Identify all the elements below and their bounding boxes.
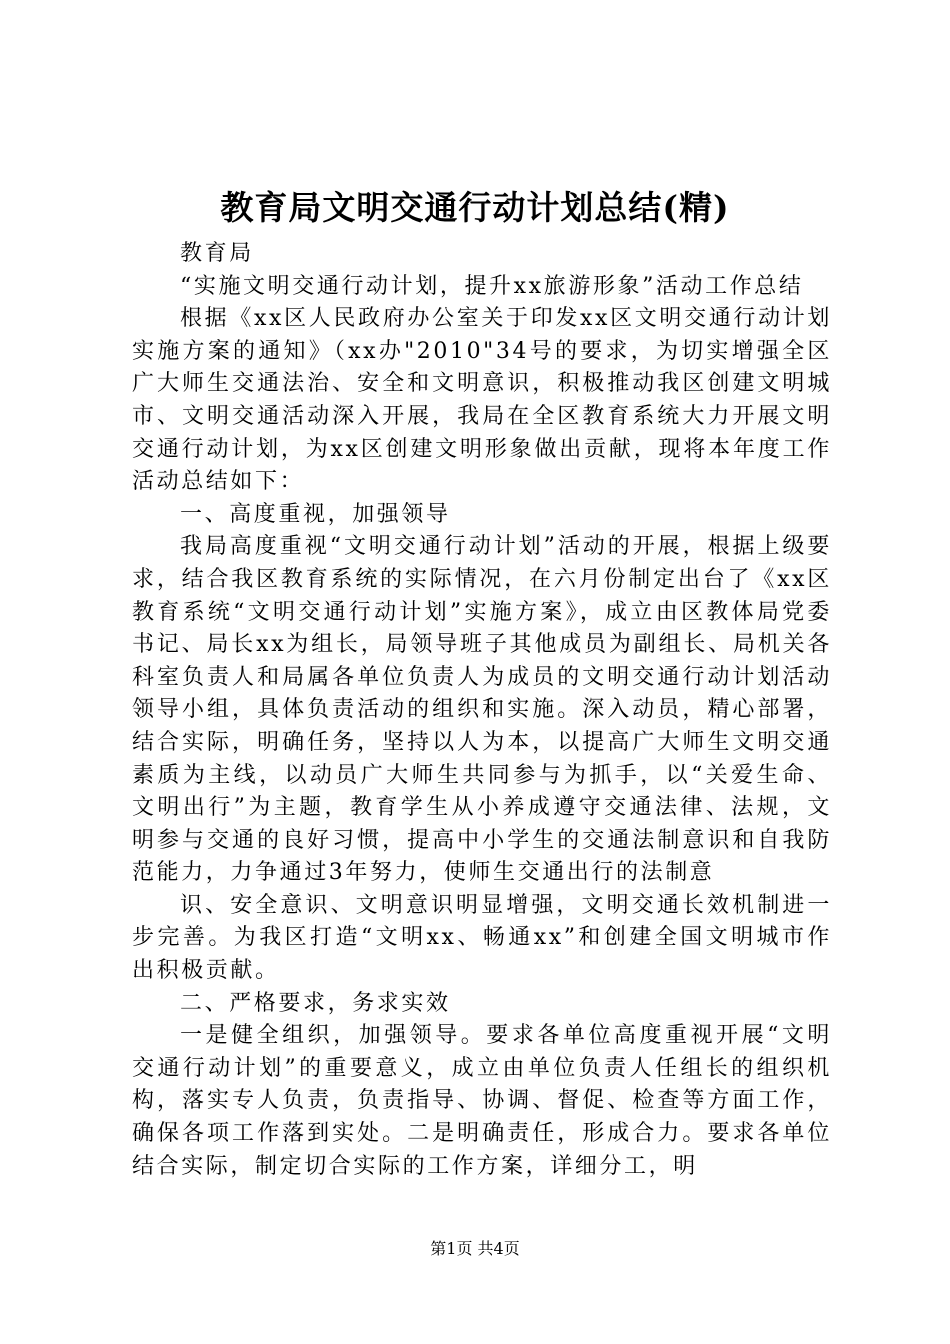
page-number-footer: 第1页 共4页 [430,1239,520,1258]
document-body [132,238,832,1183]
paragraph-intro: 根据《xx区人民政府办公室关于印发xx区文明交通行动计划实施方案的通知》（xx办"2010"34号的要求，为切实增强全区广大师生交通法治、安全和文明意识，积极推动我区创建文明城市、文明交通活动深入开展，我局在全区教育系统大力开展文明交通行动计划，为xx区创建文明形象做出贡献，现将本年度工作活动总结如下： [132,306,832,495]
paragraph-section-2: 一是健全组织，加强领导。要求各单位高度重视开展“文明交通行动计划”的重要意义，成立由单位负责人任组长的组织机构，落实专人负责，负责指导、协调、督促、检查等方面工作，确保各项工作落到实处。二是明确责任，形成合力。要求各单位结合实际，制定切合实际的工作方案，详细分工，明 [132,1023,832,1179]
paragraph-author: 教育局 [180,241,254,266]
section-heading-2: 二、严格要求，务求实效 [180,990,451,1016]
paragraph-section-1: 我局高度重视“文明交通行动计划”活动的开展，根据上级要求，结合我区教育系统的实际情况，在六月份制定出台了《xx区教育系统“文明交通行动计划”实施方案》，成立由区教体局党委书记、局长xx为组长，局领导班子其他成员为副组长、局机关各科室负责人和局属各单位负责人为成员的文明交通行动计划活动领导小组，具体负责活动的组织和实施。深入动员，精心部署，结合实际，明确任务，坚持以人为本，以提高广大师生文明交通素质为主线，以动员广大师生共同参与为抓手，以“关爱生命、文明出行”为主题，教育学生从小养成遵守交通法律、法规，文明参与交通的良好习惯，提高中小学生的交通法制意识和自我防范能力，力争通过3年努力，使师生交通出行的法制意 [132,534,832,886]
paragraph-section-1-cont: 识、安全意识、文明意识明显增强，文明交通长效机制进一步完善。为我区打造“文明xx、畅通xx”和创建全国文明城市作出积极贡献。 [132,892,832,984]
document-title: 教育局文明交通行动计划总结(精) [220,188,730,227]
paragraph-subtitle: “实施文明交通行动计划，提升xx旅游形象”活动工作总结 [180,273,804,299]
section-heading-1: 一、高度重视，加强领导 [180,501,451,527]
